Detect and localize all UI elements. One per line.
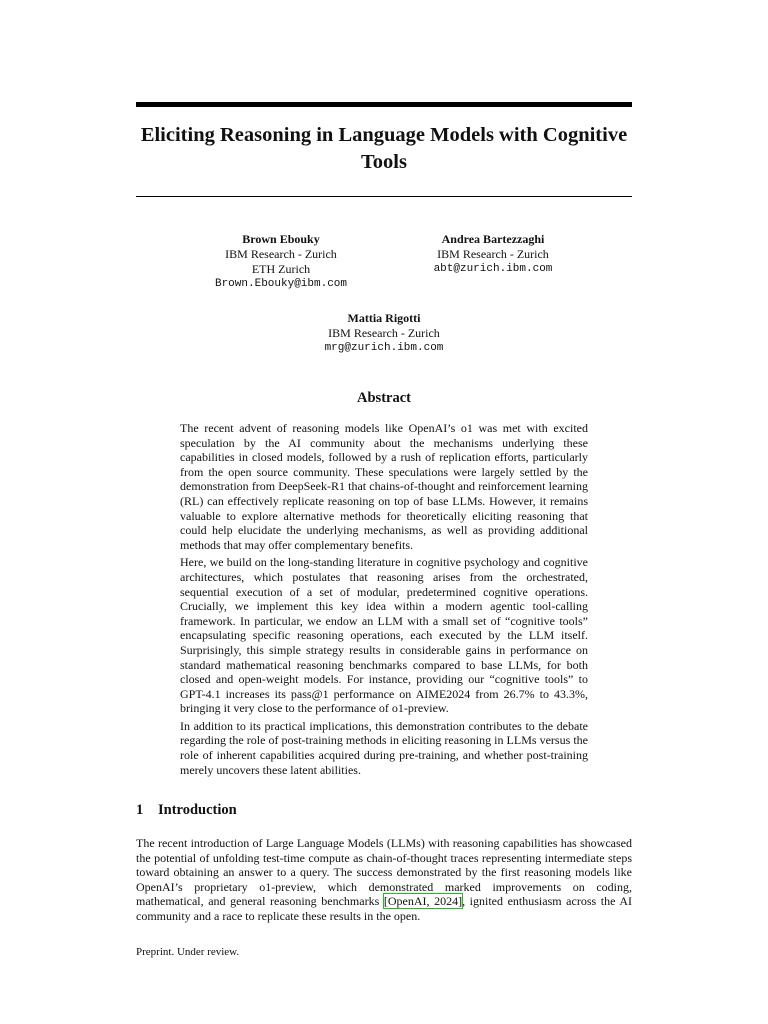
intro-text: , ignited enthusiasm across the AI community and a race to replicate these results in the open.	[136, 894, 632, 923]
footer-note: Preprint. Under review.	[136, 946, 240, 958]
abstract-paragraph: The recent advent of reasoning models like OpenAI’s o1 was met with excited speculation by the AI community about the mechanisms underlying these capabilities in closed models, followed by a rush of replication efforts, particularly from the open source community. These speculations were largely settled by the demonstration from DeepSeek-R1 that chains-of-thought and reinforcement learning (RL) can effectively replicate reasoning on top of base LLMs. However, it remains valuable to explore alternative methods for theoretically eliciting reasoning that could help elucidate the underlying mechanisms, as well as providing additional methods that may offer complementary benefits.	[180, 421, 588, 552]
author-affiliation: ETH Zurich	[251, 262, 311, 276]
section-title: Introduction	[158, 802, 237, 818]
abstract-paragraph: Here, we build on the long-standing literature in cognitive psychology and cognitive architectures, which postulates that reasoning arises from the orchestrated, sequential execution of a set of modular, predetermined cognitive operations. Crucially, we implement this key idea within a modern agentic tool-calling framework. In particular, we endow an LLM with a small set of “cognitive tools” encapsulating specific reasoning operations, each executed by the LLM itself. Surprisingly, this simple strategy results in considerable gains in performance on standard mathematical reasoning benchmarks compared to base LLMs, for both closed and open-weight models. For instance, providing our “cognitive tools” to GPT-4.1 increases its pass@1 performance on AIME2024 from 26.7% to 43.3%, bringing it very close to the performance of o1-preview.	[180, 555, 588, 716]
author-email[interactable]: abt@zurich.ibm.com	[433, 263, 553, 275]
author-block	[408, 232, 578, 277]
abstract-body	[180, 421, 588, 780]
abstract-heading: Abstract	[357, 390, 411, 406]
intro-paragraph	[136, 836, 632, 924]
section-heading	[136, 801, 237, 819]
citation-link[interactable]: [OpenAI, 2024]	[383, 894, 463, 909]
paper-title: Eliciting Reasoning in Language Models with Cognitive Tools	[140, 124, 628, 173]
abstract-paragraph: In addition to its practical implications, this demonstration contributes to the debate regarding the role of post-training methods in eliciting reasoning in LLMs versus the role of inherent capabilities acquired during pre-training, and whether post-training merely uncovers these latent abilities.	[180, 718, 588, 777]
author-email[interactable]: mrg@zurich.ibm.com	[324, 342, 444, 354]
author-email[interactable]: Brown.Ebouky@ibm.com	[214, 278, 348, 290]
author-block	[299, 311, 469, 356]
author-block	[196, 232, 366, 292]
author-name: Mattia Rigotti	[347, 311, 421, 325]
intro-text: The recent introduction of Large Language Models (LLMs) with reasoning capabilities has showcased the potential of unfolding test-time compute as chain-of-thought traces representing intermediate steps toward obtaining an answer to a query. The success demonstrated by the first reasoning models like OpenAI’s proprietary o1-preview, which demonstrated marked improvements on coding, mathematical, and general reasoning benchmarks	[136, 836, 632, 909]
section-number: 1	[136, 802, 144, 818]
title-bottom-rule	[136, 196, 632, 197]
citation-separator: ,	[426, 894, 435, 909]
citation-author: OpenAI	[387, 894, 427, 909]
author-affiliation: IBM Research - Zurich	[437, 247, 549, 261]
author-name: Brown Ebouky	[242, 232, 320, 246]
citation-year: 2024	[434, 894, 459, 909]
author-name: Andrea Bartezzaghi	[441, 232, 545, 246]
author-affiliation: IBM Research - Zurich	[225, 247, 337, 261]
title-top-rule	[136, 102, 632, 107]
author-affiliation: IBM Research - Zurich	[328, 326, 440, 340]
